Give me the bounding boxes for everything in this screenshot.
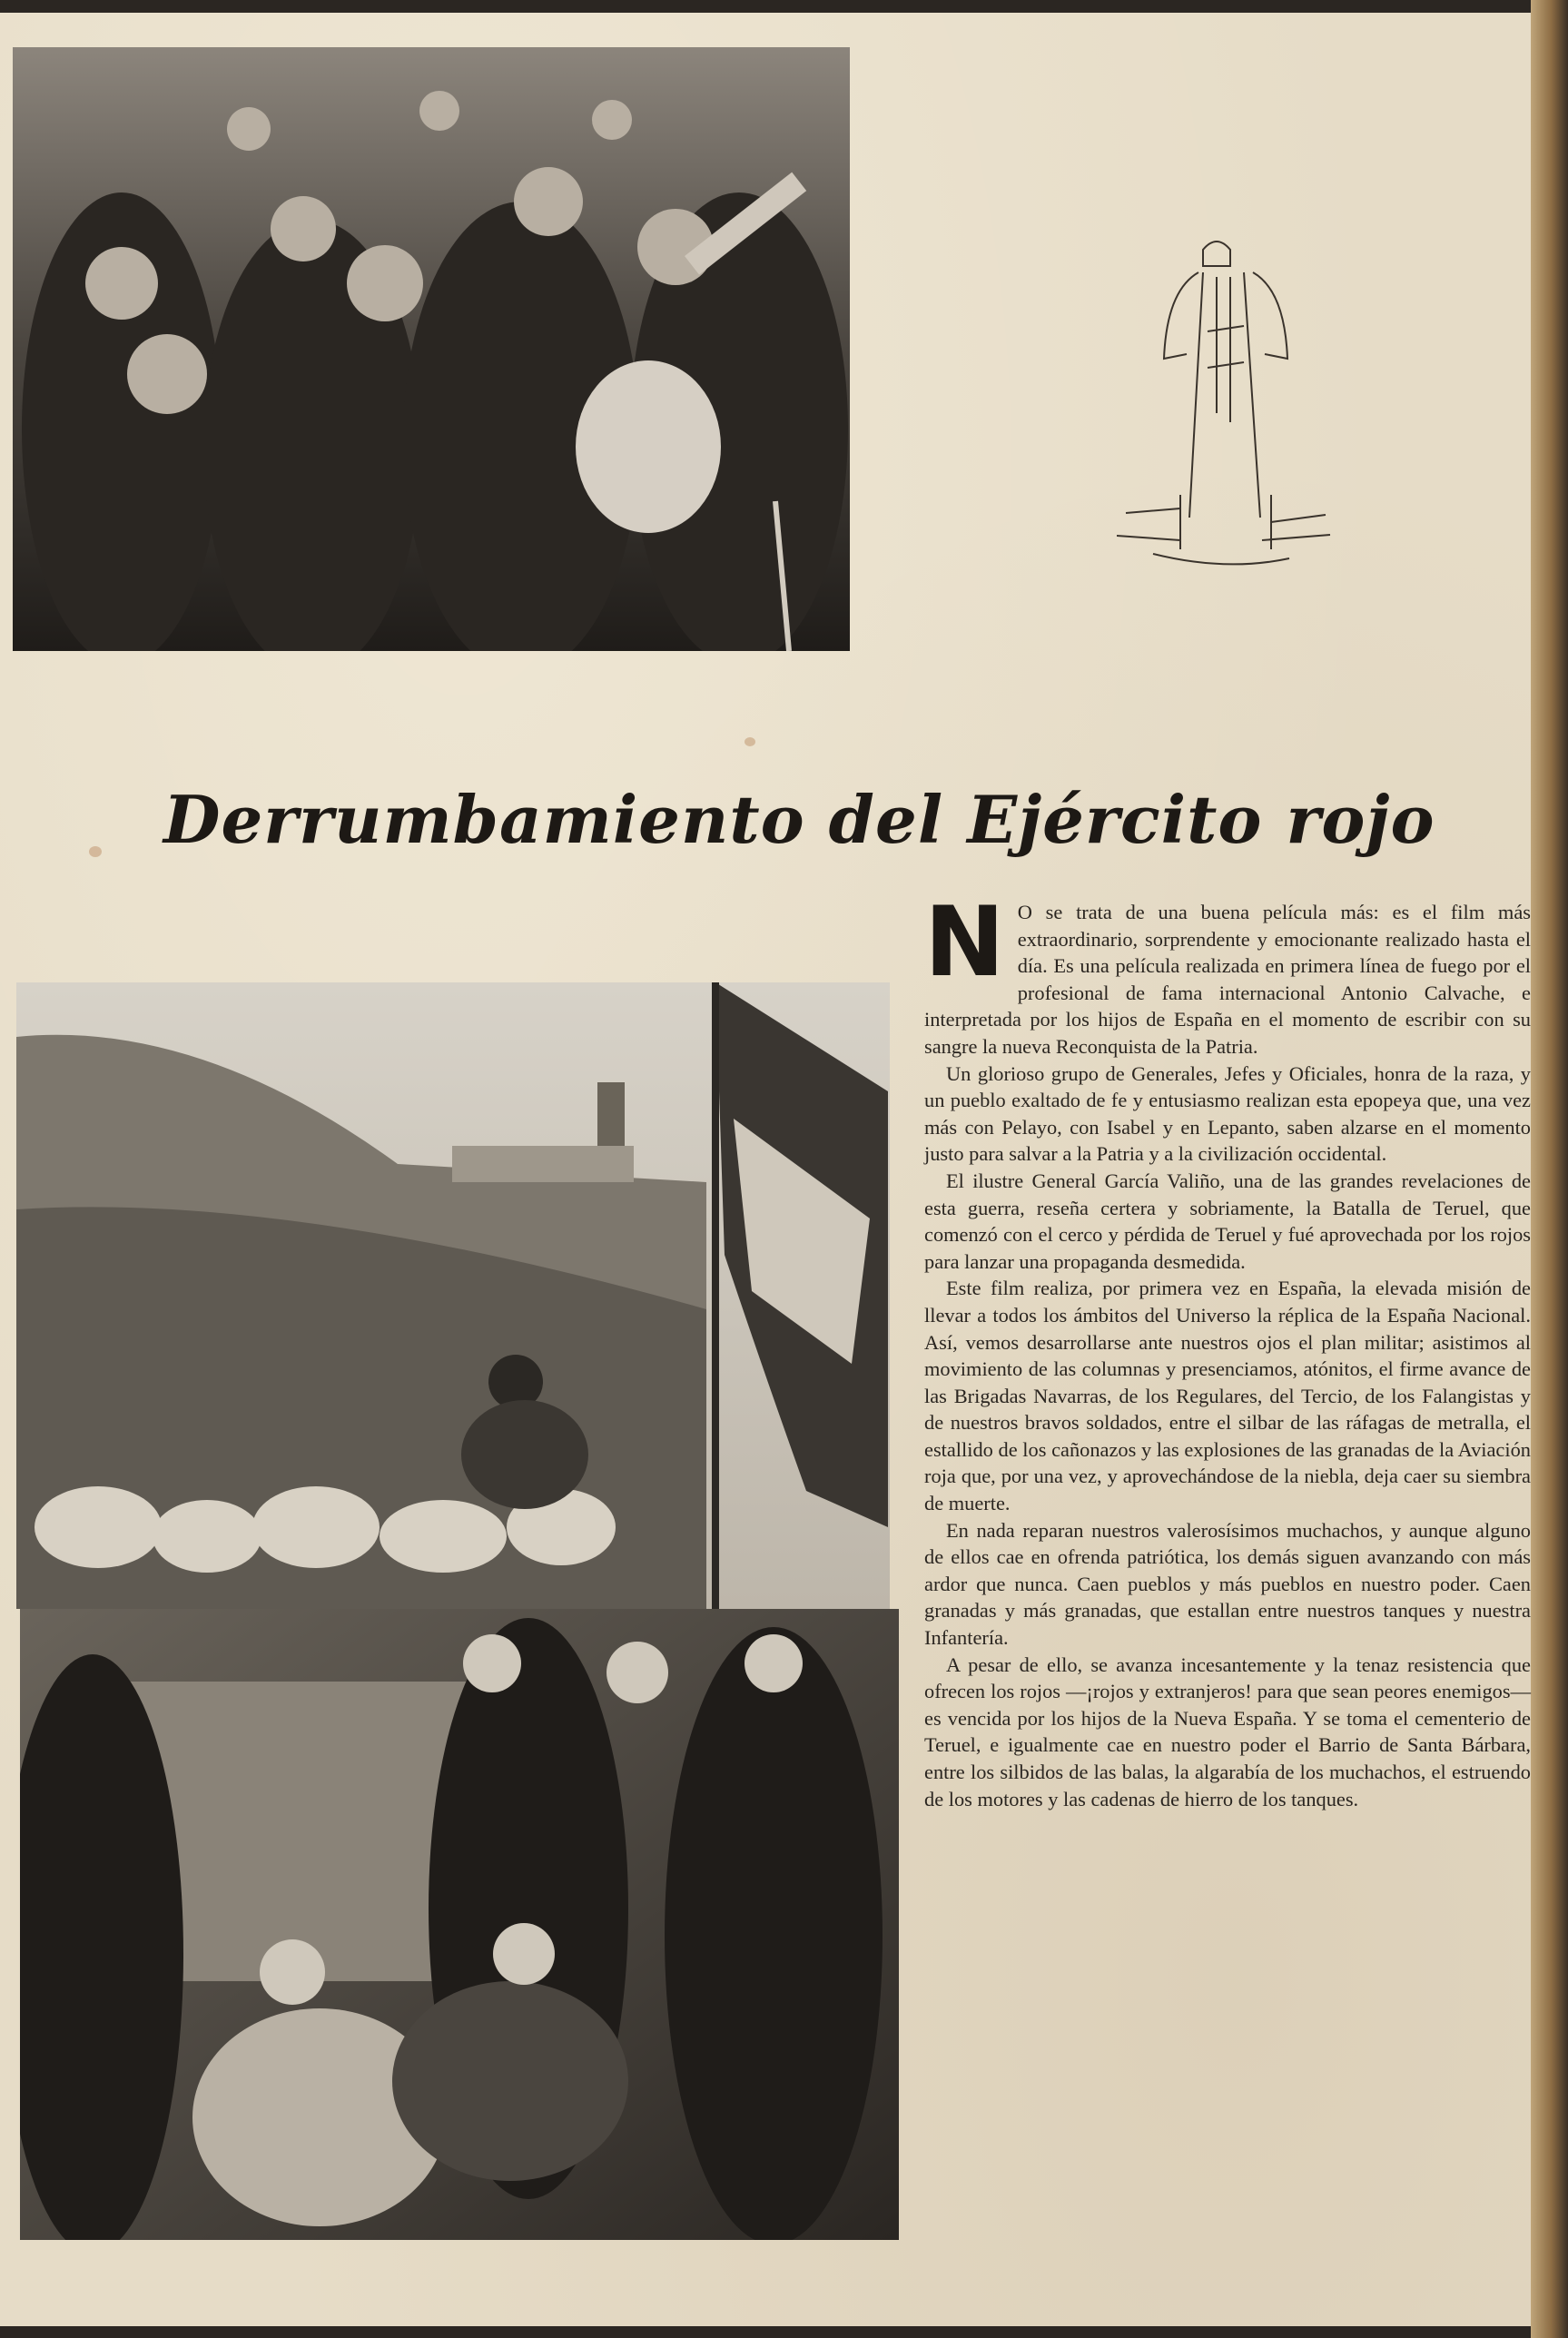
paper-stain: [745, 737, 755, 746]
photo-soldiers-with-guitar: [13, 47, 850, 651]
photo-soldiers-resting: [20, 1609, 899, 2240]
article-paragraph: N O se trata de una buena película más: es el film más extraordinario, sorprendente y emocionante realizado hasta el día. Es una película realizada en primera línea de fuego por el profesional de fama internacional Antonio Calvache, e interpretada por los hijos de España en el momento de escribir con su sangre la nueva Reconquista de la Patria.: [924, 886, 1531, 1058]
photo-hillside-with-flag: [16, 982, 890, 1609]
article-body: [924, 886, 1531, 1812]
paper-stain: [89, 846, 102, 857]
page-edge: [1531, 0, 1568, 2338]
article-paragraph: En nada reparan nuestros valerosísimos muchachos, y aunque alguno de ellos cae en ofrenda patriótica, los demás siguen avanzando con más ardor que nunca. Caen pueblos y más pueblos en nuestro poder. Caen granadas y más granadas, que estallan entre nuestros tanques y nuestra Infantería.: [924, 1518, 1531, 1650]
soldier-sketch-illustration: [1117, 222, 1335, 577]
article-paragraph: Un glorioso grupo de Generales, Jefes y Oficiales, honra de la raza, y un pueblo exaltado de fe y entusiasmo realizan esta epopeya que, una vez más con Pelayo, con Isabel y en Lepanto, saben alzarse en el momento justo para salvar a la Patria y a la civilización occidental.: [924, 1061, 1531, 1166]
article-paragraph: A pesar de ello, se avanza incesantemente y la tenaz resistencia que ofrecen los rojos —¡rojos y extranjeros! para que sean peores enemigos— es vencida por los hijos de la Nueva España. Y se toma el cementerio de Teruel, e igualmente cae en nuestro poder el Barrio de Santa Bárbara, entre los silbidos de las balas, la algarabía de los muchachos, el estruendo de los motores y las cadenas de hierro de los tanques.: [924, 1652, 1531, 1810]
article-paragraph: Este film realiza, por primera vez en España, la elevada misión de llevar a todos los ámbitos del Universo la réplica de la España Nacional. Así, vemos desarrollarse ante nuestros ojos el plan militar; asistimos al movimiento de las columnas y presenciamos, atónitos, el firme avance de las Brigadas Navarras, de los Regulares, del Tercio, de los Falangistas y de nuestros bravos soldados, entre el silbar de las ráfagas de metralla, el estallido de los cañonazos y las explosiones de las granadas de la Aviación roja que, por una vez, y aprovechándose de la niebla, deja caer su siembra de muerte.: [924, 1277, 1531, 1515]
drop-cap: N: [924, 886, 1005, 998]
article-paragraph: El ilustre General García Valiño, una de las grandes revelaciones de esta guerra, reseña certera y sobriamente, la Batalla de Teruel, que comenzó con el cerco y pérdida de Teruel y fué aprovechada por los rojos para lanzar una propaganda desmedida.: [924, 1169, 1531, 1273]
article-title: Derrumbamiento del Ejército rojo: [163, 781, 1435, 858]
